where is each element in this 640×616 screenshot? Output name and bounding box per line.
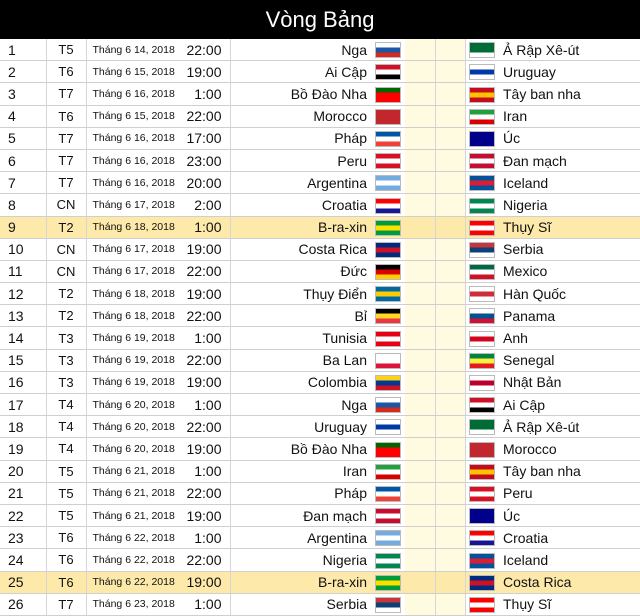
match-row[interactable] [0, 149, 640, 171]
home-flag-icon [375, 508, 401, 524]
away-score-cell[interactable] [435, 105, 465, 127]
home-score-cell[interactable] [405, 504, 435, 526]
home-team: Nga [230, 39, 371, 61]
match-date: Tháng 6 17, 2018 [86, 238, 182, 260]
home-team: Croatia [230, 194, 371, 216]
away-team: Iran [499, 105, 640, 127]
match-date: Tháng 6 19, 2018 [86, 371, 182, 393]
match-date: Tháng 6 14, 2018 [86, 39, 182, 61]
match-row[interactable] [0, 172, 640, 194]
home-flag-icon [375, 42, 401, 58]
away-score-cell[interactable] [435, 172, 465, 194]
match-weekday: T4 [46, 438, 86, 460]
away-flag-icon [469, 508, 495, 524]
home-score-cell[interactable] [405, 438, 435, 460]
away-team: Tây ban nha [499, 83, 640, 105]
match-weekday: T4 [46, 394, 86, 416]
home-team: Argentina [230, 527, 371, 549]
away-flag-icon [469, 87, 495, 103]
home-flag-icon [375, 464, 401, 480]
home-score-cell[interactable] [405, 260, 435, 282]
away-flag-icon [469, 131, 495, 147]
away-score-cell[interactable] [435, 283, 465, 305]
match-row[interactable] [0, 39, 640, 61]
home-team: Colombia [230, 371, 371, 393]
home-team: Iran [230, 460, 371, 482]
home-score-cell[interactable] [405, 194, 435, 216]
home-team: Tunisia [230, 327, 371, 349]
away-flag-icon [469, 153, 495, 169]
match-weekday: T6 [46, 105, 86, 127]
home-flag-icon [375, 486, 401, 502]
home-score-cell[interactable] [405, 571, 435, 593]
away-team: Thụy Sĩ [499, 216, 640, 238]
match-time: 19:00 [182, 61, 230, 83]
home-team: Đan mạch [230, 504, 371, 526]
home-flag-icon [375, 442, 401, 458]
match-time: 1:00 [182, 216, 230, 238]
away-score-cell[interactable] [435, 394, 465, 416]
match-number: 12 [0, 283, 46, 305]
match-time: 19:00 [182, 438, 230, 460]
home-score-cell[interactable] [405, 416, 435, 438]
match-number: 3 [0, 83, 46, 105]
away-flag-icon [469, 242, 495, 258]
home-score-cell[interactable] [405, 482, 435, 504]
away-score-cell[interactable] [435, 327, 465, 349]
match-number: 13 [0, 305, 46, 327]
away-team: Hàn Quốc [499, 283, 640, 305]
match-date: Tháng 6 18, 2018 [86, 283, 182, 305]
away-flag-icon [469, 308, 495, 324]
match-weekday: T2 [46, 283, 86, 305]
match-date: Tháng 6 16, 2018 [86, 172, 182, 194]
away-flag-icon [469, 375, 495, 391]
match-number: 15 [0, 349, 46, 371]
home-team: Nga [230, 394, 371, 416]
match-time: 1:00 [182, 527, 230, 549]
away-flag-icon [469, 264, 495, 280]
home-score-cell[interactable] [405, 127, 435, 149]
home-score-cell[interactable] [405, 39, 435, 61]
away-flag-icon [469, 175, 495, 191]
match-weekday: T6 [46, 549, 86, 571]
match-time: 22:00 [182, 349, 230, 371]
match-weekday: T6 [46, 571, 86, 593]
match-row[interactable] [0, 571, 640, 593]
away-flag-icon [469, 286, 495, 302]
match-number: 2 [0, 61, 46, 83]
match-number: 17 [0, 394, 46, 416]
match-row[interactable] [0, 416, 640, 438]
match-row[interactable] [0, 194, 640, 216]
match-weekday: CN [46, 260, 86, 282]
home-flag-icon [375, 419, 401, 435]
home-flag-icon [375, 131, 401, 147]
match-date: Tháng 6 22, 2018 [86, 571, 182, 593]
home-score-cell[interactable] [405, 593, 435, 615]
match-number: 14 [0, 327, 46, 349]
match-row[interactable] [0, 260, 640, 282]
home-flag-icon [375, 353, 401, 369]
match-weekday: T3 [46, 349, 86, 371]
match-date: Tháng 6 19, 2018 [86, 349, 182, 371]
match-row[interactable] [0, 238, 640, 260]
away-team: Nhật Bản [499, 371, 640, 393]
match-number: 21 [0, 482, 46, 504]
home-team: Nigeria [230, 549, 371, 571]
match-time: 22:00 [182, 305, 230, 327]
away-team: Tây ban nha [499, 460, 640, 482]
away-team: Ai Cập [499, 394, 640, 416]
match-row[interactable] [0, 305, 640, 327]
match-date: Tháng 6 21, 2018 [86, 482, 182, 504]
away-team: Iceland [499, 172, 640, 194]
match-number: 19 [0, 438, 46, 460]
home-score-cell[interactable] [405, 83, 435, 105]
match-weekday: T7 [46, 149, 86, 171]
home-score-cell[interactable] [405, 460, 435, 482]
match-weekday: CN [46, 194, 86, 216]
away-score-cell[interactable] [435, 39, 465, 61]
home-team: Morocco [230, 105, 371, 127]
home-score-cell[interactable] [405, 61, 435, 83]
away-score-cell[interactable] [435, 260, 465, 282]
home-team: Argentina [230, 172, 371, 194]
match-weekday: T5 [46, 460, 86, 482]
match-row[interactable] [0, 482, 640, 504]
match-date: Tháng 6 16, 2018 [86, 83, 182, 105]
home-team: Pháp [230, 127, 371, 149]
away-team: Peru [499, 482, 640, 504]
match-weekday: T3 [46, 371, 86, 393]
match-date: Tháng 6 23, 2018 [86, 593, 182, 615]
match-time: 23:00 [182, 149, 230, 171]
match-row[interactable] [0, 549, 640, 571]
match-row[interactable] [0, 327, 640, 349]
home-flag-icon [375, 198, 401, 214]
match-date: Tháng 6 20, 2018 [86, 438, 182, 460]
away-team: Đan mạch [499, 149, 640, 171]
match-row[interactable] [0, 371, 640, 393]
match-row[interactable] [0, 283, 640, 305]
match-time: 1:00 [182, 83, 230, 105]
match-time: 19:00 [182, 283, 230, 305]
away-team: Morocco [499, 438, 640, 460]
match-time: 1:00 [182, 593, 230, 615]
match-number: 4 [0, 105, 46, 127]
home-flag-icon [375, 597, 401, 613]
match-row[interactable] [0, 504, 640, 526]
away-score-cell[interactable] [435, 216, 465, 238]
match-time: 22:00 [182, 260, 230, 282]
home-team: B-ra-xin [230, 571, 371, 593]
away-flag-icon [469, 353, 495, 369]
match-number: 20 [0, 460, 46, 482]
match-date: Tháng 6 16, 2018 [86, 149, 182, 171]
home-team: Ba Lan [230, 349, 371, 371]
match-number: 24 [0, 549, 46, 571]
away-score-cell[interactable] [435, 504, 465, 526]
away-score-cell[interactable] [435, 61, 465, 83]
home-team: Ai Cập [230, 61, 371, 83]
match-date: Tháng 6 21, 2018 [86, 504, 182, 526]
match-weekday: CN [46, 238, 86, 260]
home-score-cell[interactable] [405, 149, 435, 171]
home-flag-icon [375, 175, 401, 191]
match-time: 19:00 [182, 238, 230, 260]
match-time: 19:00 [182, 504, 230, 526]
home-flag-icon [375, 264, 401, 280]
fixtures-table [0, 39, 640, 616]
match-row[interactable] [0, 216, 640, 238]
match-date: Tháng 6 17, 2018 [86, 260, 182, 282]
home-team: B-ra-xin [230, 216, 371, 238]
match-number: 25 [0, 571, 46, 593]
away-team: Costa Rica [499, 571, 640, 593]
home-score-cell[interactable] [405, 349, 435, 371]
home-flag-icon [375, 109, 401, 125]
home-team: Đức [230, 260, 371, 282]
home-flag-icon [375, 220, 401, 236]
match-time: 22:00 [182, 416, 230, 438]
home-score-cell[interactable] [405, 527, 435, 549]
away-flag-icon [469, 42, 495, 58]
match-weekday: T7 [46, 172, 86, 194]
match-weekday: T7 [46, 593, 86, 615]
match-time: 1:00 [182, 394, 230, 416]
away-team: Croatia [499, 527, 640, 549]
match-row[interactable] [0, 394, 640, 416]
away-score-cell[interactable] [435, 549, 465, 571]
away-flag-icon [469, 64, 495, 80]
home-flag-icon [375, 308, 401, 324]
away-score-cell[interactable] [435, 349, 465, 371]
away-team: Ả Rập Xê-út [499, 39, 640, 61]
match-date: Tháng 6 21, 2018 [86, 460, 182, 482]
home-team: Bồ Đào Nha [230, 438, 371, 460]
home-score-cell[interactable] [405, 549, 435, 571]
page-title: Vòng Bảng [0, 0, 640, 39]
away-score-cell[interactable] [435, 593, 465, 615]
away-team: Uruguay [499, 61, 640, 83]
match-time: 22:00 [182, 105, 230, 127]
match-number: 10 [0, 238, 46, 260]
away-score-cell[interactable] [435, 127, 465, 149]
home-flag-icon [375, 375, 401, 391]
away-team: Senegal [499, 349, 640, 371]
home-flag-icon [375, 397, 401, 413]
match-date: Tháng 6 15, 2018 [86, 61, 182, 83]
match-time: 2:00 [182, 194, 230, 216]
away-flag-icon [469, 530, 495, 546]
match-date: Tháng 6 16, 2018 [86, 127, 182, 149]
home-flag-icon [375, 242, 401, 258]
away-flag-icon [469, 486, 495, 502]
away-score-cell[interactable] [435, 438, 465, 460]
away-team: Ả Rập Xê-út [499, 416, 640, 438]
away-team: Thụy Sĩ [499, 593, 640, 615]
away-flag-icon [469, 331, 495, 347]
home-flag-icon [375, 331, 401, 347]
away-team: Nigeria [499, 194, 640, 216]
match-date: Tháng 6 18, 2018 [86, 216, 182, 238]
match-number: 7 [0, 172, 46, 194]
match-number: 9 [0, 216, 46, 238]
away-score-cell[interactable] [435, 416, 465, 438]
home-team: Uruguay [230, 416, 371, 438]
away-flag-icon [469, 220, 495, 236]
away-team: Anh [499, 327, 640, 349]
away-score-cell[interactable] [435, 371, 465, 393]
match-number: 22 [0, 504, 46, 526]
away-score-cell[interactable] [435, 194, 465, 216]
home-flag-icon [375, 553, 401, 569]
home-flag-icon [375, 286, 401, 302]
match-time: 22:00 [182, 549, 230, 571]
match-time: 22:00 [182, 482, 230, 504]
match-row[interactable] [0, 83, 640, 105]
away-team: Úc [499, 127, 640, 149]
match-time: 20:00 [182, 172, 230, 194]
match-weekday: T2 [46, 305, 86, 327]
match-time: 19:00 [182, 371, 230, 393]
away-team: Iceland [499, 549, 640, 571]
match-row[interactable] [0, 127, 640, 149]
match-row[interactable] [0, 349, 640, 371]
away-flag-icon [469, 419, 495, 435]
match-weekday: T5 [46, 482, 86, 504]
away-team: Mexico [499, 260, 640, 282]
match-time: 17:00 [182, 127, 230, 149]
match-date: Tháng 6 17, 2018 [86, 194, 182, 216]
home-team: Serbia [230, 593, 371, 615]
home-flag-icon [375, 64, 401, 80]
match-time: 1:00 [182, 460, 230, 482]
match-row[interactable] [0, 61, 640, 83]
home-team: Thụy Điển [230, 283, 371, 305]
match-weekday: T7 [46, 83, 86, 105]
away-score-cell[interactable] [435, 238, 465, 260]
match-number: 8 [0, 194, 46, 216]
home-score-cell[interactable] [405, 327, 435, 349]
away-score-cell[interactable] [435, 482, 465, 504]
away-flag-icon [469, 597, 495, 613]
home-team: Bỉ [230, 305, 371, 327]
home-flag-icon [375, 153, 401, 169]
match-row[interactable] [0, 527, 640, 549]
match-number: 23 [0, 527, 46, 549]
home-flag-icon [375, 530, 401, 546]
match-date: Tháng 6 20, 2018 [86, 416, 182, 438]
home-team: Bồ Đào Nha [230, 83, 371, 105]
match-weekday: T7 [46, 127, 86, 149]
home-score-cell[interactable] [405, 105, 435, 127]
away-team: Panama [499, 305, 640, 327]
match-number: 26 [0, 593, 46, 615]
away-flag-icon [469, 442, 495, 458]
match-date: Tháng 6 15, 2018 [86, 105, 182, 127]
home-score-cell[interactable] [405, 394, 435, 416]
home-score-cell[interactable] [405, 172, 435, 194]
home-score-cell[interactable] [405, 305, 435, 327]
away-flag-icon [469, 198, 495, 214]
match-number: 6 [0, 149, 46, 171]
away-score-cell[interactable] [435, 527, 465, 549]
match-number: 1 [0, 39, 46, 61]
match-weekday: T6 [46, 527, 86, 549]
match-date: Tháng 6 18, 2018 [86, 305, 182, 327]
match-date: Tháng 6 22, 2018 [86, 549, 182, 571]
home-flag-icon [375, 575, 401, 591]
match-weekday: T6 [46, 61, 86, 83]
away-score-cell[interactable] [435, 571, 465, 593]
match-number: 5 [0, 127, 46, 149]
home-team: Pháp [230, 482, 371, 504]
match-weekday: T2 [46, 216, 86, 238]
away-score-cell[interactable] [435, 460, 465, 482]
home-score-cell[interactable] [405, 283, 435, 305]
home-score-cell[interactable] [405, 238, 435, 260]
match-number: 11 [0, 260, 46, 282]
away-team: Serbia [499, 238, 640, 260]
away-team: Úc [499, 504, 640, 526]
away-flag-icon [469, 464, 495, 480]
away-score-cell[interactable] [435, 305, 465, 327]
home-score-cell[interactable] [405, 371, 435, 393]
match-row[interactable] [0, 460, 640, 482]
match-row[interactable] [0, 593, 640, 615]
match-number: 16 [0, 371, 46, 393]
match-time: 19:00 [182, 571, 230, 593]
match-weekday: T4 [46, 416, 86, 438]
away-flag-icon [469, 575, 495, 591]
away-flag-icon [469, 109, 495, 125]
match-number: 18 [0, 416, 46, 438]
match-time: 1:00 [182, 327, 230, 349]
match-time: 22:00 [182, 39, 230, 61]
home-score-cell[interactable] [405, 216, 435, 238]
home-flag-icon [375, 87, 401, 103]
match-row[interactable] [0, 105, 640, 127]
match-date: Tháng 6 19, 2018 [86, 327, 182, 349]
match-weekday: T5 [46, 39, 86, 61]
match-weekday: T3 [46, 327, 86, 349]
match-weekday: T5 [46, 504, 86, 526]
match-row[interactable] [0, 438, 640, 460]
home-team: Peru [230, 149, 371, 171]
away-flag-icon [469, 553, 495, 569]
match-date: Tháng 6 20, 2018 [86, 394, 182, 416]
away-score-cell[interactable] [435, 83, 465, 105]
match-date: Tháng 6 22, 2018 [86, 527, 182, 549]
away-score-cell[interactable] [435, 149, 465, 171]
away-flag-icon [469, 397, 495, 413]
home-team: Costa Rica [230, 238, 371, 260]
